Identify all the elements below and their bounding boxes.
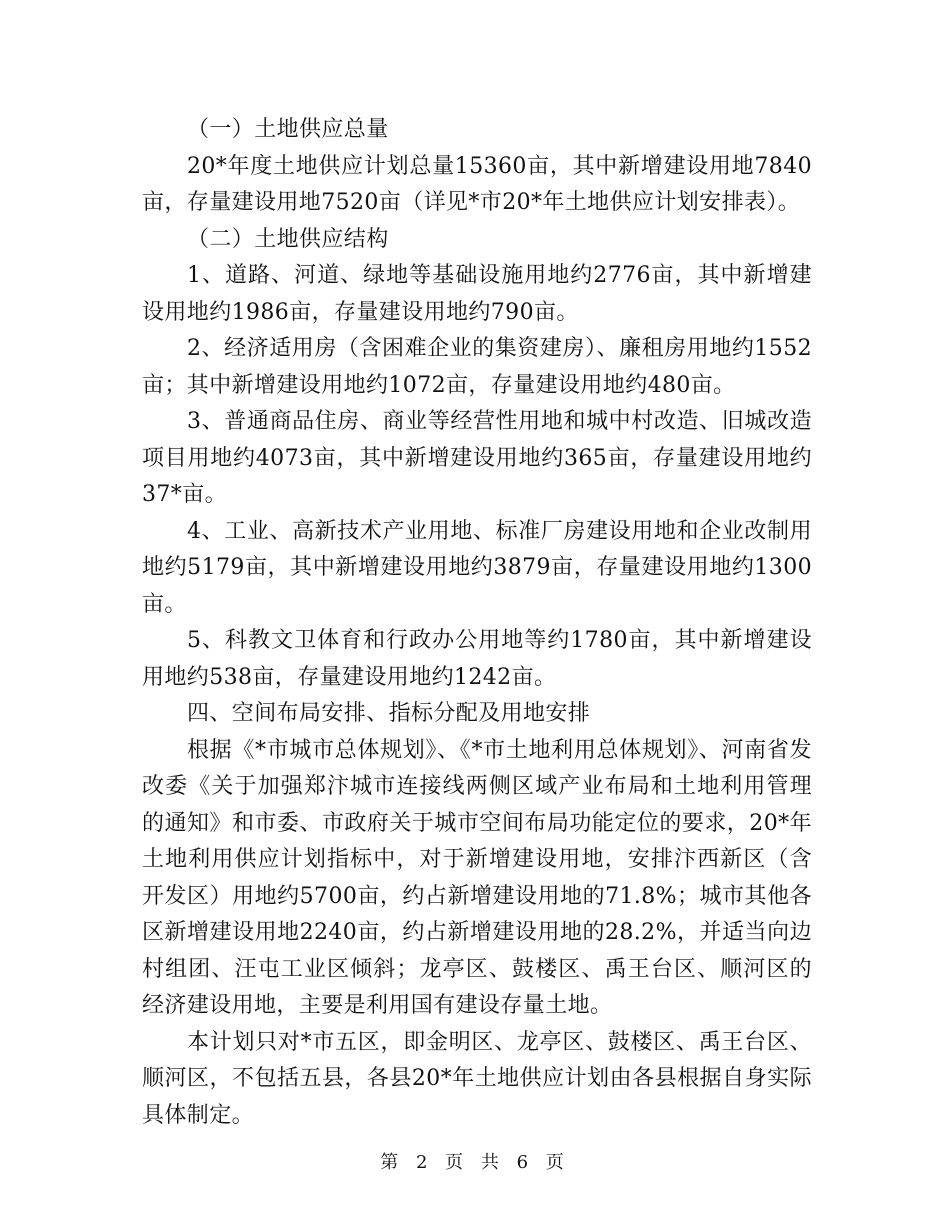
paragraph-item-4: 4、工业、高新技术产业用地、标准厂房建设用地和企业改制用地约5179亩，其中新增建设用地约3879亩，存量建设用地约1300亩。	[142, 518, 812, 617]
paragraph-item-5: 5、科教文卫体育和行政办公用地等约1780亩，其中新增建设用地约538亩，存量建设用地约1242亩。	[142, 628, 812, 690]
paragraph-item-3: 3、普通商品住房、商业等经营性用地和城中村改造、旧城改造项目用地约4073亩，其中新增建设用地约365亩，存量建设用地约37*亩。	[142, 409, 812, 507]
paragraph-item-2: 2、经济适用房（含困难企业的集资建房）、廉租房用地约1552亩；其中新增建设用地约1072亩，存量建设用地约480亩。	[142, 336, 812, 398]
document-body	[142, 112, 812, 1134]
page-number-footer: 第 2 页 共 6 页	[380, 1152, 570, 1173]
paragraph-plan-scope: 本计划只对*市五区，即金明区、龙亭区、鼓楼区、禹王台区、顺河区，不包括五县，各县20*年土地供应计划由各县根据自身实际具体制定。	[142, 1029, 812, 1128]
paragraph-land-supply-total: 20*年度土地供应计划总量15360亩，其中新增建设用地7840亩，存量建设用地7520亩（详见*市20*年土地供应计划安排表）。	[142, 153, 812, 215]
section-heading-land-supply-total: （一）土地供应总量	[187, 117, 389, 142]
paragraph-item-1: 1、道路、河道、绿地等基础设施用地约2776亩，其中新增建设用地约1986亩，存量建设用地约790亩。	[142, 263, 812, 325]
section-heading-spatial-layout: 四、空间布局安排、指标分配及用地安排	[187, 701, 591, 726]
paragraph-spatial-layout: 根据《*市城市总体规划》、《*市土地利用总体规划》、河南省发改委《关于加强郑汴城市连接线两侧区域产业布局和土地利用管理的通知》和市委、市政府关于城市空间布局功能定位的要求，20*年土地利用供应计划指标中，对于新增建设用地，安排汴西新区（含开发区）用地约5700亩，约占新增建设用地的71.8%；城市其他各区新增建设用地2240亩，约占新增建设用地的28.2%，并适当向边村组团、汪屯工业区倾斜；龙亭区、鼓楼区、禹王台区、顺河区的经济建设用地，主要是利用国有建设存量土地。	[142, 737, 812, 1018]
section-heading-land-supply-structure: （二）土地供应结构	[187, 226, 389, 252]
